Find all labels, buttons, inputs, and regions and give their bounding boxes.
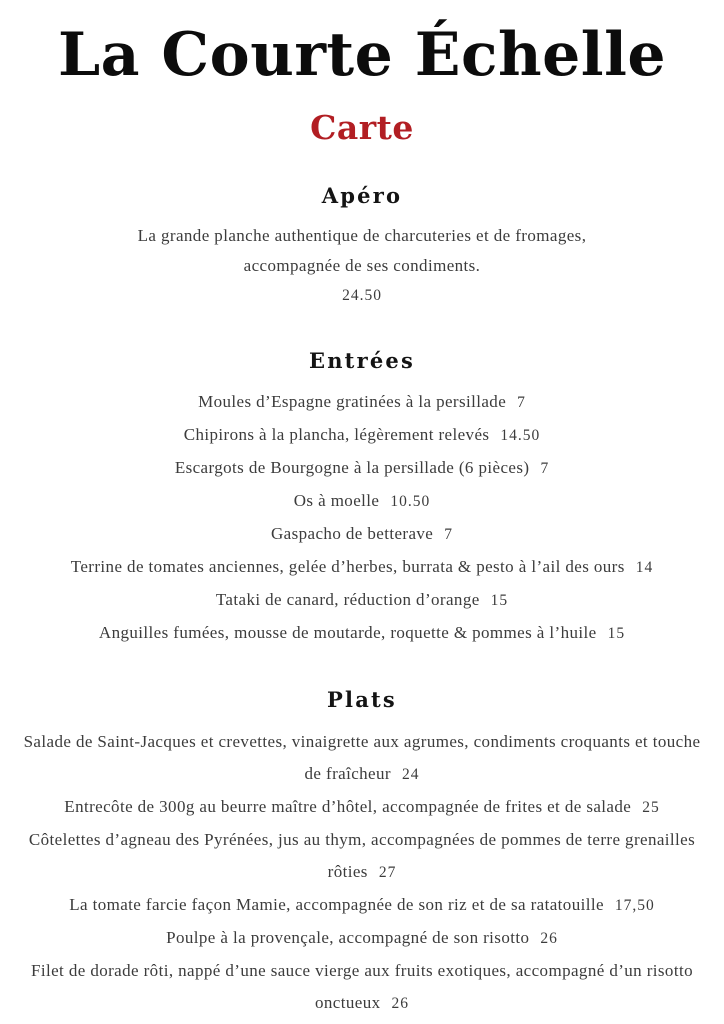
- apero-item-line-2: accompagnée de ses condiments.: [243, 256, 481, 276]
- item-text: Tataki de canard, réduction d’orange: [215, 590, 480, 610]
- item-price: 27: [378, 863, 397, 881]
- item-price: 10.50: [390, 493, 431, 511]
- menu-item: [14, 518, 710, 551]
- item-text: Entrecôte de 300g au beurre maître d’hôtel, accompagnée de frites et de salade: [64, 796, 632, 816]
- menu-item: [14, 824, 710, 889]
- menu-item: [14, 584, 710, 617]
- item-text: La tomate farcie façon Mamie, accompagnée de son riz et de sa ratatouille: [69, 894, 604, 914]
- item-text: Filet de dorade rôti, nappé d’une sauce vierge aux fruits exotiques, accompagné d’un risotto onctueux: [31, 960, 693, 1012]
- apero-item-price: 24.50: [342, 287, 382, 305]
- item-price: 25: [642, 798, 660, 816]
- section-title-entrees: Entrées: [309, 348, 415, 374]
- menu-item: [14, 955, 710, 1020]
- item-text: Poulpe à la provençale, accompagné de son risotto: [166, 927, 530, 947]
- menu-item: [14, 419, 710, 452]
- item-text: Os à moelle: [293, 491, 380, 511]
- item-text: Salade de Saint-Jacques et crevettes, vinaigrette aux agrumes, condiments croquants et touche de fraîcheur: [23, 731, 701, 783]
- item-text: Côtelettes d’agneau des Pyrénées, jus au thym, accompagnées de pommes de terre grenailles rôties: [28, 829, 696, 881]
- item-price: 15: [490, 592, 509, 610]
- item-text: Escargots de Bourgogne à la persillade (6 pièces): [174, 458, 530, 478]
- section-title-apero: Apéro: [321, 183, 403, 209]
- item-price: 7: [540, 460, 550, 478]
- menu-item: [14, 386, 710, 419]
- menu-subtitle: Carte: [310, 108, 414, 147]
- section-plats: [14, 688, 710, 1019]
- item-price: 26: [391, 994, 409, 1012]
- item-price: 17,50: [614, 896, 655, 914]
- item-price: 14.50: [500, 427, 541, 445]
- section-apero: [14, 184, 710, 311]
- menu-item: [14, 551, 710, 584]
- item-price: 14: [635, 559, 654, 577]
- item-price: 7: [517, 394, 526, 412]
- item-price: 7: [444, 526, 453, 544]
- menu-item: [14, 791, 710, 824]
- menu-item: [14, 617, 710, 650]
- item-price: 24: [401, 765, 420, 783]
- apero-item-line-1: La grande planche authentique de charcuteries et de fromages,: [137, 226, 587, 246]
- item-price: 26: [540, 929, 558, 947]
- item-text: Anguilles fumées, mousse de moutarde, roquette & pommes à l’huile: [98, 623, 597, 643]
- menu-item: [14, 922, 710, 955]
- item-text: Terrine de tomates anciennes, gelée d’herbes, burrata & pesto à l’ail des ours: [70, 557, 625, 577]
- menu-item: [14, 452, 710, 485]
- section-entrees: [14, 349, 710, 650]
- item-text: Moules d’Espagne gratinées à la persillade: [198, 392, 507, 412]
- item-text: Chipirons à la plancha, légèrement relevés: [183, 425, 490, 445]
- menu-item: [14, 889, 710, 922]
- restaurant-title: La Courte Échelle: [57, 20, 667, 90]
- menu-item: [14, 485, 710, 518]
- menu-item: [14, 726, 710, 791]
- item-price: 15: [607, 625, 626, 643]
- section-title-plats: Plats: [327, 687, 397, 713]
- item-text: Gaspacho de betterave: [270, 524, 434, 544]
